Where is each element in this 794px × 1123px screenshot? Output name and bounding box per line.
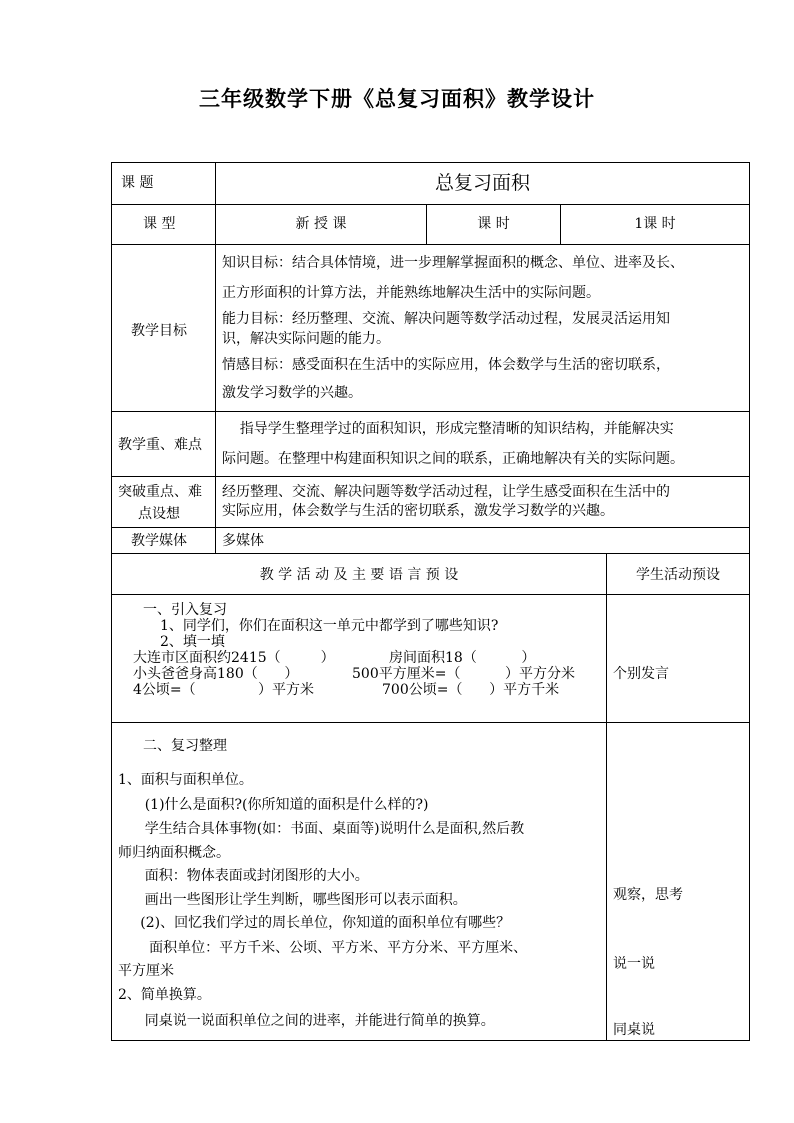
student-activity: 说一说 bbox=[613, 956, 655, 972]
goal-line: 情感目标：感受面积在生活中的实际应用，体会数学与生活的密切联系， bbox=[222, 357, 670, 373]
breakthrough-line: 经历整理、交流、解决问题等数学活动过程，让学生感受面积在生活中的 bbox=[222, 484, 670, 500]
review-line: 1、面积与面积单位。 bbox=[118, 772, 253, 788]
table-row-line bbox=[111, 553, 750, 554]
review-line: 同桌说一说面积单位之间的进率，并能进行简单的换算。 bbox=[118, 1013, 495, 1029]
goal-line: 激发学习数学的兴趣。 bbox=[222, 385, 362, 401]
breakthrough-label: 突破重点、难 bbox=[118, 484, 202, 500]
topic-value: 总复习面积 bbox=[434, 172, 530, 194]
media-value: 多媒体 bbox=[222, 533, 264, 549]
review-intro-heading: 一、引入复习 bbox=[143, 602, 227, 618]
fill-blank-item: 500平方厘米=（ ）平方分米 bbox=[352, 666, 575, 682]
topic-label: 课 题 bbox=[121, 175, 154, 191]
review-intro-question: 2、填一填 bbox=[160, 634, 225, 650]
goal-line: 正方形面积的计算方法，并能熟练地解决生活中的实际问题。 bbox=[222, 285, 600, 301]
review-line: 画出一些图形让学生判断，哪些图形可以表示面积。 bbox=[118, 892, 467, 908]
document-title: 三年级数学下册《总复习面积》教学设计 bbox=[199, 87, 595, 111]
breakthrough-line: 实际应用，体会数学与生活的密切联系，激发学习数学的兴趣。 bbox=[222, 503, 614, 519]
keypoints-label: 教学重、难点 bbox=[118, 437, 202, 453]
student-activity: 观察，思考 bbox=[613, 887, 683, 903]
keypoint-line: 际问题。在整理中构建面积知识之间的联系，正确地解决有关的实际问题。 bbox=[222, 451, 684, 467]
goal-line: 知识目标：结合具体情境，进一步理解掌握面积的概念、单位、进率及长、 bbox=[222, 255, 684, 271]
keypoint-line: 指导学生整理学过的面积知识，形成完整清晰的知识结构，并能解决实 bbox=[222, 421, 674, 437]
review-intro-question: 1、同学们，你们在面积这一单元中都学到了哪些知识? bbox=[160, 618, 499, 634]
goal-line: 识，解决实际问题的能力。 bbox=[222, 331, 390, 347]
review-line: 2、简单换算。 bbox=[118, 987, 211, 1003]
goals-label: 教学目标 bbox=[131, 323, 187, 339]
table-border-top bbox=[111, 162, 750, 163]
media-label: 教学媒体 bbox=[131, 533, 187, 549]
student-activity: 个别发言 bbox=[613, 666, 669, 682]
table-row-line bbox=[111, 527, 750, 528]
period-value: 1课 时 bbox=[634, 216, 676, 232]
review-line: 平方厘米 bbox=[118, 963, 174, 979]
table-row-line bbox=[111, 204, 750, 205]
review-line: (1)什么是面积?(你所知道的面积是什么样的?) bbox=[118, 797, 429, 813]
period-label: 课 时 bbox=[477, 216, 510, 232]
fill-blank-item: 4公顷=（ ）平方米 bbox=[133, 682, 314, 698]
table-border-bottom bbox=[111, 1040, 750, 1041]
review-line: (2)、回忆我们学过的周长单位，你知道的面积单位有哪些？ bbox=[118, 915, 511, 931]
table-row-line bbox=[111, 476, 750, 477]
goal-line: 能力目标：经历整理、交流、解决问题等数学活动过程，发展灵活运用知 bbox=[222, 311, 670, 327]
fill-blank-item: 房间面积18（ ） bbox=[389, 650, 536, 666]
student-activity: 同桌说 bbox=[613, 1022, 655, 1038]
fill-blank-item: 小头爸爸身高180（ ） bbox=[133, 666, 299, 682]
table-row-line bbox=[111, 594, 750, 595]
table-row-line bbox=[111, 411, 750, 412]
review-line: 学生结合具体事物(如：书面、桌面等)说明什么是面积,然后教 bbox=[118, 821, 525, 837]
table-border-left bbox=[111, 162, 112, 1041]
activity-header: 教 学 活 动 及 主 要 语 言 预 设 bbox=[259, 567, 459, 583]
table-border-right bbox=[749, 162, 750, 1041]
table-col-line bbox=[606, 553, 607, 1041]
student-header: 学生活动预设 bbox=[636, 567, 720, 583]
review-main-heading: 二、复习整理 bbox=[143, 738, 227, 754]
fill-blank-item: 700公顷=（ ）平方千米 bbox=[382, 682, 560, 698]
review-line: 面积：物体表面或封闭图形的大小。 bbox=[118, 868, 369, 884]
review-line: 师归纳面积概念。 bbox=[118, 845, 230, 861]
table-row-line bbox=[111, 722, 750, 723]
type-value: 新 授 课 bbox=[295, 216, 347, 232]
breakthrough-label: 点设想 bbox=[138, 506, 180, 522]
table-row-line bbox=[111, 244, 750, 245]
fill-blank-item: 大连市区面积约2415（ ） bbox=[133, 650, 335, 666]
type-label: 课 型 bbox=[143, 216, 176, 232]
review-line: 面积单位：平方千米、公顷、平方米、平方分米、平方厘米、 bbox=[118, 940, 528, 956]
